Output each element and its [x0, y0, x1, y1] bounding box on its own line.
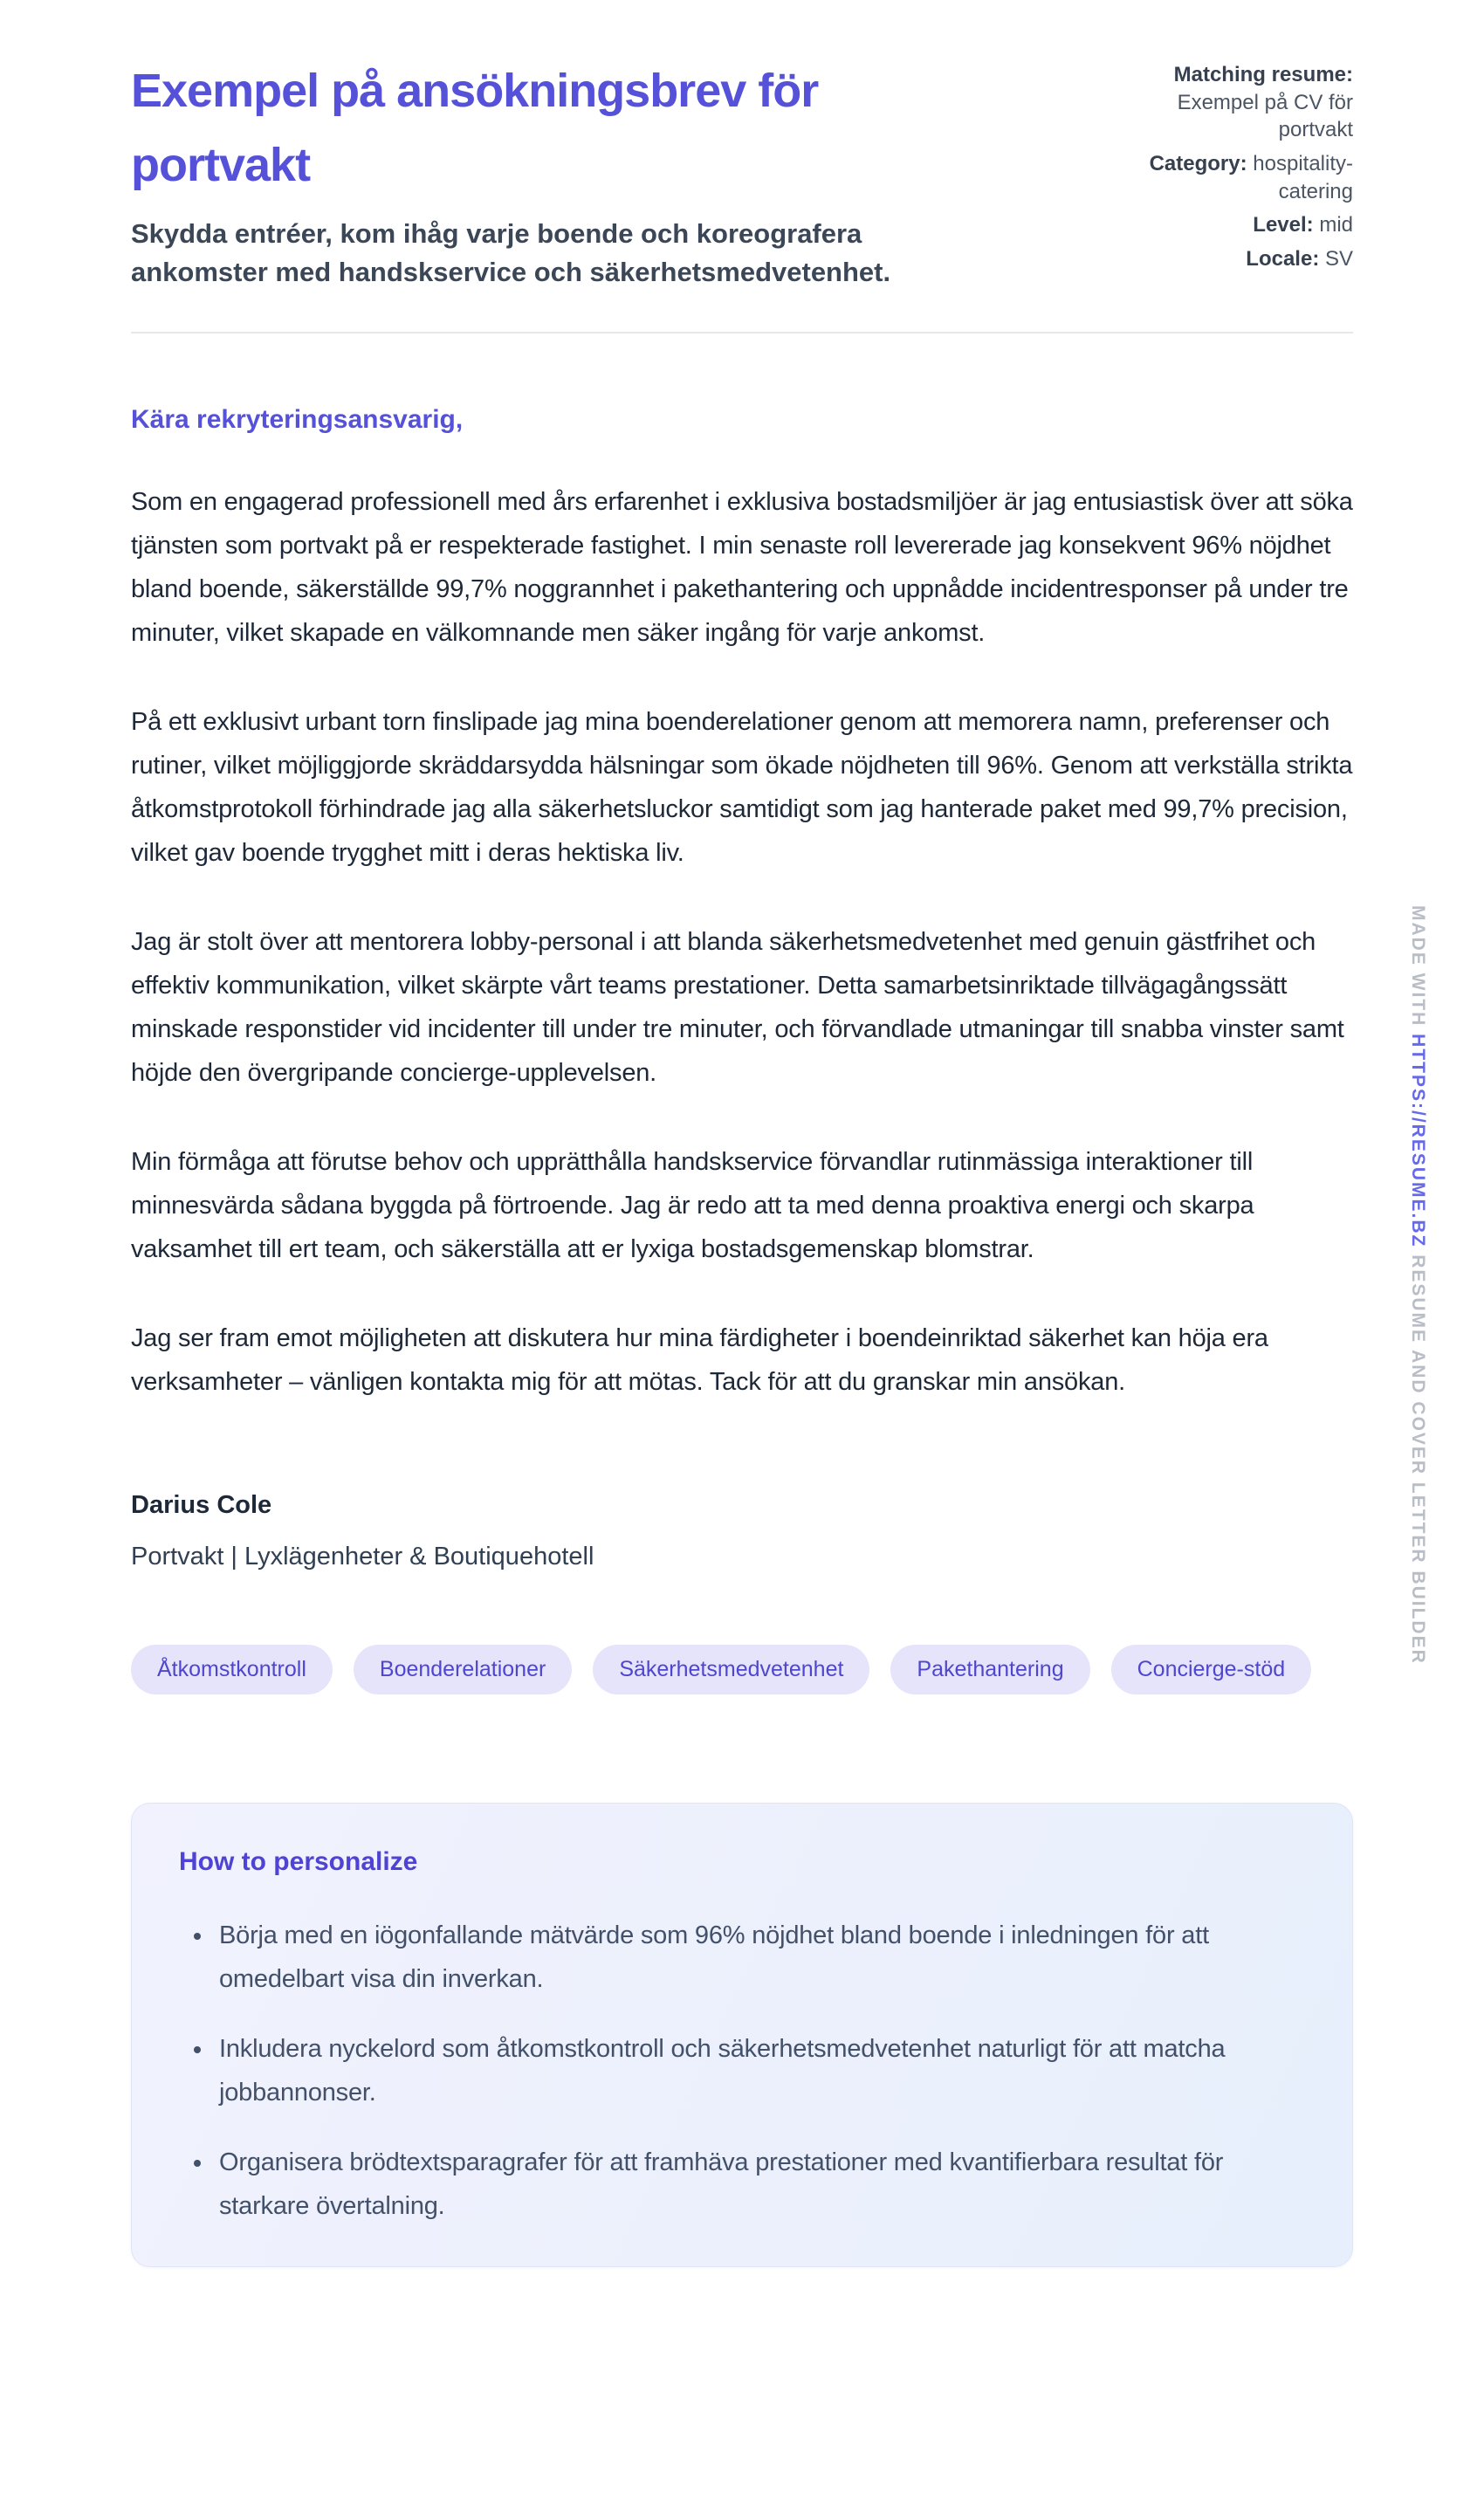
tipbox-list	[179, 1914, 1305, 2228]
how-to-personalize-box	[131, 1803, 1353, 2267]
meta-panel	[1124, 54, 1353, 279]
made-with-watermark	[1407, 905, 1428, 1665]
meta-label: Level:	[1253, 213, 1314, 237]
meta-level	[1124, 211, 1353, 239]
letter-paragraph: Min förmåga att förutse behov och upprätthålla handskservice förvandlar rutinmässiga interaktioner till minnesvärda sådana byggda på förtroende. Jag är redo att ta med denna proaktiva energi och skarpa vaksamhet till ert team, och säkerställa att er lyxiga bostadsgemenskap blomstrar.	[131, 1147, 1254, 1263]
meta-label: Locale:	[1246, 247, 1320, 272]
meta-value: Exempel på CV för portvakt	[1177, 90, 1353, 142]
letter-body	[131, 405, 1353, 1571]
letter-paragraph: Jag ser fram emot möjligheten att diskutera hur mina färdigheter i boendeinriktad säkerhet kan höja era verksamheter – vänligen kontakta mig för att mötas. Tack för att du granskar min ansökan.	[131, 1323, 1268, 1396]
meta-label: Category:	[1149, 152, 1247, 176]
letter-paragraph: Jag är stolt över att mentorera lobby-personal i att blanda säkerhetsmedvetenhet med genuin gästfrihet och effektiv kommunikation, vilket skärpte vårt teams prestationer. Detta samarbetsinriktade tillvägagångssätt minskade responstider vid incidenter till under tre minuter, och förvandlade utmaningar till snabba vinster samt höjde den övergripande concierge-upplevelsen.	[131, 927, 1344, 1087]
meta-value: hospitality-catering	[1253, 152, 1353, 203]
tipbox-item: • Börja med en iögonfallande mätvärde som 96% nöjdhet bland boende i inledningen för att omedelbart visa din inverkan.	[214, 1914, 1305, 2001]
page-title: Exempel på ansökningsbrev för portvakt	[131, 65, 819, 191]
watermark-prefix: MADE WITH	[1408, 905, 1428, 1028]
page-subtitle: Skydda entréer, kom ihåg varje boende och koreografera ankomster med handskservice och säkerhetsmedvetenhet.	[131, 217, 891, 287]
header	[131, 54, 1353, 292]
tipbox-item: • Inkludera nyckelord som åtkomstkontroll och säkerhetsmedvetenhet naturligt för att matcha jobbannonser.	[214, 2027, 1305, 2114]
tag-pakethantering[interactable]: Pakethantering	[890, 1645, 1089, 1694]
tag-concierge-stod[interactable]: Concierge-stöd	[1111, 1645, 1312, 1694]
meta-category	[1124, 150, 1353, 205]
tag-boenderelationer[interactable]: Boenderelationer	[354, 1645, 572, 1694]
signature-role: Portvakt | Lyxlägenheter & Boutiquehotell	[131, 1542, 594, 1571]
meta-locale	[1124, 245, 1353, 273]
resume-bz-link[interactable]: HTTPS://RESUME.BZ	[1408, 1034, 1428, 1248]
meta-matching-resume	[1124, 61, 1353, 144]
header-titles	[131, 54, 986, 292]
tag-sakerhetsmedvetenhet[interactable]: Säkerhetsmedvetenhet	[593, 1645, 869, 1694]
signature-name: Darius Cole	[131, 1490, 272, 1519]
meta-value: mid	[1319, 213, 1353, 237]
watermark-suffix: RESUME AND COVER LETTER BUILDER	[1408, 1254, 1428, 1665]
tipbox-title: How to personalize	[179, 1846, 418, 1876]
tag-atkomstkontroll[interactable]: Åtkomstkontroll	[131, 1645, 333, 1694]
header-divider	[131, 332, 1353, 333]
skill-tags	[131, 1645, 1353, 1694]
meta-label: Matching resume:	[1173, 63, 1353, 86]
meta-value: SV	[1324, 247, 1353, 272]
tipbox-item: • Organisera brödtextsparagrafer för att framhäva prestationer med kvantifierbara resultat för starkare övertalning.	[214, 2141, 1305, 2228]
letter-greeting: Kära rekryteringsansvarig,	[131, 404, 464, 434]
letter-paragraph: På ett exklusivt urbant torn finslipade jag mina boenderelationer genom att memorera namn, preferenser och rutiner, vilket möjliggjorde skräddarsydda hälsningar som ökade nöjdheten till 96%. Genom att verkställa strikta åtkomstprotokoll förhindrade jag alla säkerhetsluckor samtidigt som jag hanterade paket med 99,7% precision, vilket gav boende trygghet mitt i deras hektiska liv.	[131, 707, 1353, 867]
letter-paragraph: Som en engagerad professionell med års erfarenhet i exklusiva bostadsmiljöer är jag entusiastisk över att söka tjänsten som portvakt på er respekterade fastighet. I min senaste roll levererade jag konsekvent 96% nöjdhet bland boende, säkerställde 99,7% noggrannhet i pakethantering och uppnådde incidentresponser på under tre minuter, vilket skapade en välkomnande men säker ingång för varje ankomst.	[131, 487, 1353, 647]
